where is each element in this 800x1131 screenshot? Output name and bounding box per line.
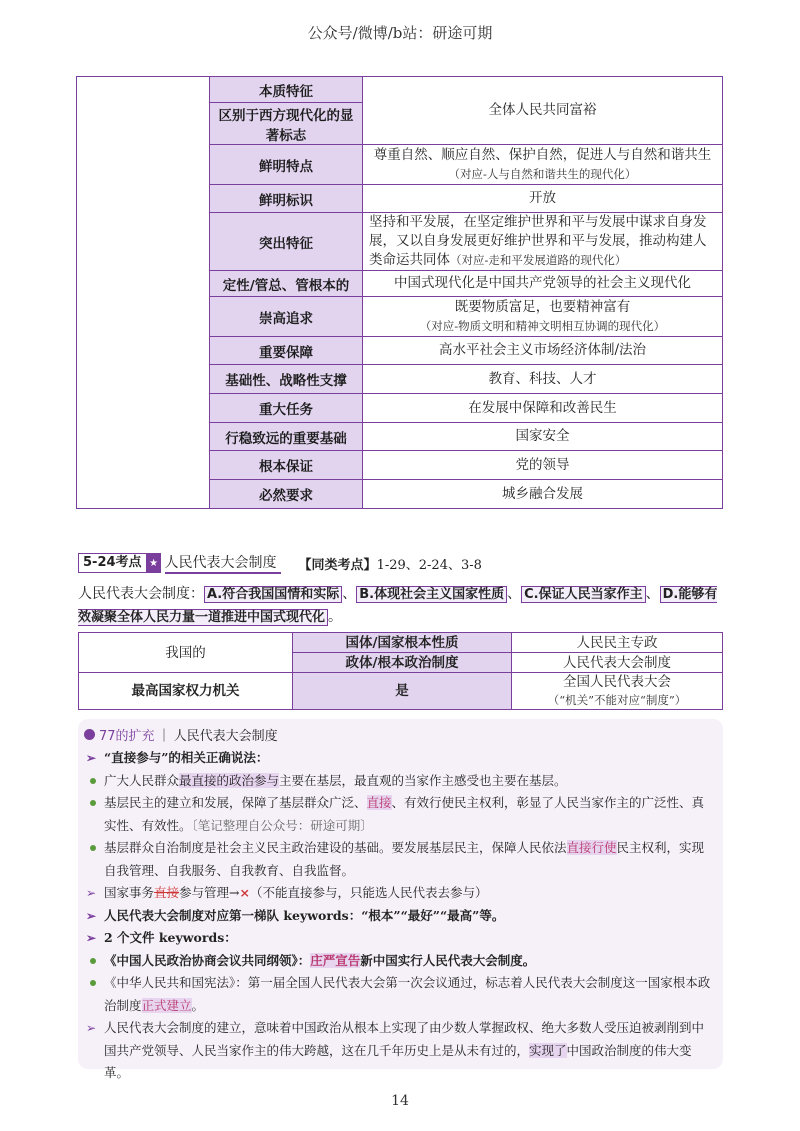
table-label: 基础性、战略性支撑 [210,365,363,394]
arrow-icon: ➢ [86,886,97,900]
arrow-icon: ➢ [86,908,97,923]
list-item: 广大人民群众最直接的政治参与主要在基层，最直观的当家作主感受也主要在基层。 [86,770,716,793]
table-label: 必然要求 [210,480,363,509]
table-cell: 最高国家权力机关 [79,673,293,710]
table-label: 定性/管总、管根本的 [210,271,363,297]
table-value: 国家安全 [363,423,723,451]
intro-paragraph: 人民代表大会制度： A.符合我国国情和实际 、 B.体现社会主义国家性质 、 C.保证人民当家作主 、 D.能够有效凝聚全体人民力量一道推进中国式现代化 。 [78,586,718,625]
table-value: 全体人民共同富裕 [363,77,723,145]
npc-table [78,632,723,710]
table-label: 突出特征 [210,213,363,271]
table-value: 坚持和平发展，在坚定维护世界和平与发展中谋求自身发展，又以自身发展更好维护世界和平与发展，推动构建人类命运共同体（对应-走和平发展道路的现代化） [363,213,723,271]
table-value: 党的领导 [363,451,723,480]
list-item: ➢ “直接参与”的相关正确说法： [86,747,716,770]
table-label: 鲜明特点 [210,145,363,185]
table-value: 既要物质富足，也要精神富有 （对应-物质文明和精神文明相互协调的现代化） [363,297,723,337]
modernization-table [76,76,723,509]
point-d: D.能够有效凝聚全体人民力量一道推进中国式现代化 [78,587,718,625]
bullet-icon [90,980,96,986]
bullet-icon [90,845,96,851]
section-ref: 【同类考点】1-29、2-24、3-8 [298,557,482,573]
table-label: 重要保障 [210,337,363,365]
table-label: 本质特征 [210,77,363,103]
star-icon: ★ [147,553,161,573]
table-label: 崇高追求 [210,297,363,337]
list-item: 基层群众自治制度是社会主义民主政治建设的基础。要发展基层民主，保障人民依法直接行使民主权利，实现自我管理、自我服务、自我教育、自我监督。 [86,837,716,882]
table-label: 鲜明标识 [210,185,363,213]
page-header: 公众号/微博/b站：研途可期 [307,24,493,42]
table-value: 人民代表大会制度 [512,653,723,673]
table-label: 国体/国家根本性质 [293,633,512,653]
section-tag: 5-24考点 [78,553,147,573]
expansion-header: 77的扩充 ｜ 人民代表大会制度 [84,725,278,744]
section-title: 人民代表大会制度 [165,552,281,574]
bullet-icon [90,778,96,784]
table-value: 在发展中保障和改善民生 [363,394,723,423]
page-number: 14 [391,1093,409,1109]
expansion-box [78,719,723,1080]
point-b: B.体现社会主义国家性质 [356,586,507,603]
table-value: 城乡融合发展 [363,480,723,509]
table-value: 全国人民代表大会 （“机关”不能对应“制度”） [512,673,723,710]
table-value: 尊重自然、顺应自然、保护自然，促进人与自然和谐共生 （对应-人与自然和谐共生的现代化） [363,145,723,185]
bullet-icon [90,800,96,806]
table-cell: 我国的 [79,633,293,673]
arrow-icon: ➢ [86,931,97,945]
table-blank-column [77,77,210,509]
list-item: 《中华人民共和国宪法》：第一届全国人民代表大会第一次会议通过，标志着人民代表大会制度这一国家根本政治制度正式建立。 [86,972,716,1017]
bullet-icon [90,958,96,964]
arrow-icon: ➢ [86,1021,97,1035]
table-label: 重大任务 [210,394,363,423]
section-header [78,552,482,574]
table-value: 人民民主专政 [512,633,723,653]
table-value: 中国式现代化是中国共产党领导的社会主义现代化 [363,271,723,297]
list-item: 基层民主的建立和发展，保障了基层群众广泛、直接、有效行使民主权利，彰显了人民当家作主的广泛性、真实性、有效性。〔笔记整理自公众号：研途可期〕 [86,792,716,837]
table-label: 是 [293,673,512,710]
list-item: ➢ 2 个文件 keywords： [86,927,716,950]
lightbulb-icon [84,729,95,740]
table-value: 教育、科技、人才 [363,365,723,394]
point-c: C.保证人民当家作主 [521,586,645,603]
point-a: A.符合我国国情和实际 [204,586,342,603]
list-item: ➢ 人民代表大会制度的建立，意味着中国政治从根本上实现了由少数人掌握政权、绝大多数人受压迫被剥削到中国共产党领导、人民当家作主的伟大跨越，这在几千年历史上是从未有过的，实现了中国政治制度的伟大变革。 [86,1017,716,1085]
arrow-icon: ➢ [86,751,97,765]
table-label: 行稳致远的重要基础 [210,423,363,451]
table-value: 高水平社会主义市场经济体制/法治 [363,337,723,365]
table-label: 根本保证 [210,451,363,480]
expansion-body [86,747,716,1085]
list-item: ➢ 国家事务直接参与管理→×（不能直接参与，只能选人民代表去参与） [86,882,716,905]
list-item: ➢ 人民代表大会制度对应第一梯队 keywords：“根本”“最好”“最高”等。 [86,905,716,928]
table-label: 政体/根本政治制度 [293,653,512,673]
table-label: 区别于西方现代化的显著标志 [210,103,363,145]
list-item: 《中国人民政治协商会议共同纲领》：庄严宣告新中国实行人民代表大会制度。 [86,950,716,973]
table-value: 开放 [363,185,723,213]
